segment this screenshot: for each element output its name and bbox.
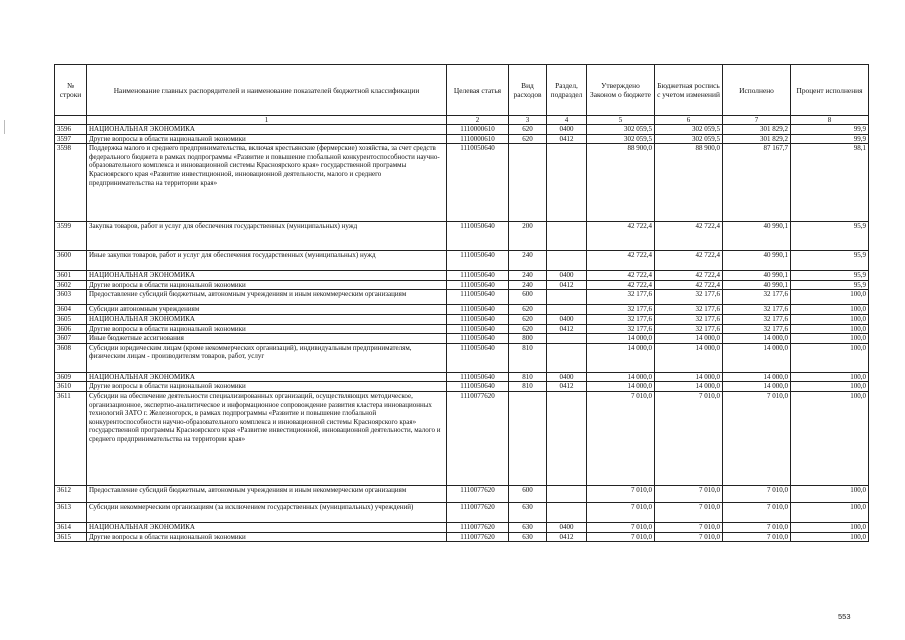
percent-cell: 100,0 xyxy=(791,502,869,522)
percent-cell: 95,9 xyxy=(791,222,869,251)
table-row xyxy=(55,305,869,315)
executed-amount-cell: 14 000,0 xyxy=(723,334,791,344)
row-number-cell: 3614 xyxy=(55,522,87,532)
name-cell: Другие вопросы в области национальной экономики xyxy=(87,532,447,542)
target-article-cell: 1110050640 xyxy=(447,334,509,344)
target-article-cell: 1110077620 xyxy=(447,391,509,485)
executed-amount-cell: 32 177,6 xyxy=(723,290,791,305)
approved-amount-cell: 32 177,6 xyxy=(587,324,655,334)
column-numbers-row xyxy=(55,116,869,125)
target-article-cell: 1110077620 xyxy=(447,522,509,532)
name-cell: Субсидии юридическим лицам (кроме некоммерческих организаций), индивидуальным предпринимателям, физическим лицам - производителям товаров, работ, услуг xyxy=(87,343,447,372)
executed-amount-cell: 87 167,7 xyxy=(723,144,791,222)
name-cell: НАЦИОНАЛЬНАЯ ЭКОНОМИКА xyxy=(87,125,447,135)
percent-cell: 100,0 xyxy=(791,382,869,392)
table-row xyxy=(55,372,869,382)
section-cell: 0400 xyxy=(547,125,587,135)
column-number: 5 xyxy=(587,116,655,125)
table-row xyxy=(55,125,869,135)
percent-cell: 100,0 xyxy=(791,334,869,344)
name-cell: Предоставление субсидий бюджетным, автономным учреждениям и иным некоммерческим организациям xyxy=(87,290,447,305)
expense-type-cell: 620 xyxy=(509,134,547,144)
section-cell: 0400 xyxy=(547,314,587,324)
executed-amount-cell: 32 177,6 xyxy=(723,324,791,334)
section-cell: 0400 xyxy=(547,522,587,532)
section-cell xyxy=(547,334,587,344)
expense-type-cell: 240 xyxy=(509,280,547,290)
approved-amount-cell: 14 000,0 xyxy=(587,372,655,382)
expense-type-cell: 240 xyxy=(509,271,547,281)
expense-type-cell: 630 xyxy=(509,522,547,532)
expense-type-cell xyxy=(509,144,547,222)
expense-type-cell: 810 xyxy=(509,372,547,382)
column-number: 8 xyxy=(791,116,869,125)
budget-list-amount-cell: 14 000,0 xyxy=(655,343,723,372)
target-article-cell: 1110050640 xyxy=(447,144,509,222)
column-number xyxy=(55,116,87,125)
row-number-cell: 3600 xyxy=(55,251,87,271)
approved-amount-cell: 7 010,0 xyxy=(587,391,655,485)
row-number-cell: 3606 xyxy=(55,324,87,334)
budget-list-amount-cell: 42 722,4 xyxy=(655,251,723,271)
row-number-cell: 3602 xyxy=(55,280,87,290)
budget-list-amount-cell: 7 010,0 xyxy=(655,502,723,522)
table-row xyxy=(55,271,869,281)
name-cell: Предоставление субсидий бюджетным, автономным учреждениям и иным некоммерческим организациям xyxy=(87,485,447,502)
percent-cell: 100,0 xyxy=(791,290,869,305)
row-number-cell: 3609 xyxy=(55,372,87,382)
name-cell: Субсидии на обеспечение деятельности специализированных организаций, осуществляющих методическое, организационное, экспертно-аналитическое и информационное сопровождение развития кластера инновационных технологий ЗАТО г. Железногорск, в рамках подпрограммы «Развитие и повышение глобальной конкурентоспособности научно-образовательного комплекса и инновационной системы Красноярского края» государственной программы Красноярского края «Развитие инвестиционной, инновационной деятельности, малого и среднего предпринимательства на территории края» xyxy=(87,391,447,485)
budget-list-amount-cell: 7 010,0 xyxy=(655,391,723,485)
name-cell: Поддержка малого и среднего предпринимательства, включая крестьянские (фермерские) хозяйства, за счет средств федерального бюджета в рамках подпрограммы «Развитие и повышение глобальной конкурентоспособности научно-образовательного комплекса и инновационной системы Красноярского края» государственной программы Красноярского края «Развитие инвестиционной, инновационной деятельности, малого и среднего предпринимательства на территории края» xyxy=(87,144,447,222)
section-cell xyxy=(547,251,587,271)
name-cell: Другие вопросы в области национальной экономики xyxy=(87,134,447,144)
column-number: 2 xyxy=(447,116,509,125)
table-row xyxy=(55,334,869,344)
table-row xyxy=(55,290,869,305)
target-article-cell: 1110050640 xyxy=(447,280,509,290)
section-cell: 0412 xyxy=(547,280,587,290)
approved-amount-cell: 7 010,0 xyxy=(587,502,655,522)
header-approved: Утверждено Законом о бюджете xyxy=(587,65,655,116)
executed-amount-cell: 40 990,1 xyxy=(723,280,791,290)
target-article-cell: 1110050640 xyxy=(447,343,509,372)
column-number: 4 xyxy=(547,116,587,125)
column-number: 7 xyxy=(723,116,791,125)
percent-cell: 100,0 xyxy=(791,305,869,315)
percent-cell: 100,0 xyxy=(791,324,869,334)
executed-amount-cell: 14 000,0 xyxy=(723,343,791,372)
row-number-cell: 3604 xyxy=(55,305,87,315)
approved-amount-cell: 302 059,5 xyxy=(587,134,655,144)
table-row xyxy=(55,280,869,290)
expense-type-cell: 630 xyxy=(509,502,547,522)
expense-type-cell: 630 xyxy=(509,532,547,542)
target-article-cell: 1110050640 xyxy=(447,290,509,305)
row-number-cell: 3608 xyxy=(55,343,87,372)
expense-type-cell: 620 xyxy=(509,305,547,315)
table-row xyxy=(55,343,869,372)
approved-amount-cell: 42 722,4 xyxy=(587,271,655,281)
executed-amount-cell: 40 990,1 xyxy=(723,271,791,281)
target-article-cell: 1110050640 xyxy=(447,324,509,334)
approved-amount-cell: 14 000,0 xyxy=(587,343,655,372)
approved-amount-cell: 7 010,0 xyxy=(587,532,655,542)
name-cell: Закупка товаров, работ и услуг для обеспечения государственных (муниципальных) нужд xyxy=(87,222,447,251)
name-cell: Субсидии некоммерческим организациям (за исключением государственных (муниципальных) учреждений) xyxy=(87,502,447,522)
name-cell: НАЦИОНАЛЬНАЯ ЭКОНОМИКА xyxy=(87,372,447,382)
name-cell: Субсидии автономным учреждениям xyxy=(87,305,447,315)
budget-report-page xyxy=(54,64,868,542)
budget-list-amount-cell: 7 010,0 xyxy=(655,485,723,502)
section-cell xyxy=(547,343,587,372)
percent-cell: 100,0 xyxy=(791,532,869,542)
target-article-cell: 1110050640 xyxy=(447,314,509,324)
target-article-cell: 1110050640 xyxy=(447,222,509,251)
section-cell: 0412 xyxy=(547,324,587,334)
header-section: Раздел, подраздел xyxy=(547,65,587,116)
budget-list-amount-cell: 32 177,6 xyxy=(655,324,723,334)
table-row xyxy=(55,314,869,324)
approved-amount-cell: 42 722,4 xyxy=(587,251,655,271)
approved-amount-cell: 32 177,6 xyxy=(587,290,655,305)
page-number: 553 xyxy=(838,612,851,621)
header-row-number: № строки xyxy=(55,65,87,116)
percent-cell: 100,0 xyxy=(791,372,869,382)
executed-amount-cell: 7 010,0 xyxy=(723,485,791,502)
header-target-article: Целевая статья xyxy=(447,65,509,116)
percent-cell: 99,9 xyxy=(791,134,869,144)
executed-amount-cell: 32 177,6 xyxy=(723,305,791,315)
row-number-cell: 3615 xyxy=(55,532,87,542)
executed-amount-cell: 40 990,1 xyxy=(723,222,791,251)
row-number-cell: 3613 xyxy=(55,502,87,522)
target-article-cell: 1110050640 xyxy=(447,382,509,392)
expense-type-cell: 620 xyxy=(509,314,547,324)
percent-cell: 95,9 xyxy=(791,271,869,281)
row-number-cell: 3607 xyxy=(55,334,87,344)
expense-type-cell: 600 xyxy=(509,485,547,502)
approved-amount-cell: 32 177,6 xyxy=(587,314,655,324)
header-budget-list: Бюджетная роспись с учетом изменений xyxy=(655,65,723,116)
executed-amount-cell: 14 000,0 xyxy=(723,382,791,392)
budget-list-amount-cell: 32 177,6 xyxy=(655,314,723,324)
target-article-cell: 1110050640 xyxy=(447,305,509,315)
percent-cell: 100,0 xyxy=(791,485,869,502)
section-cell xyxy=(547,502,587,522)
name-cell: Иные бюджетные ассигнования xyxy=(87,334,447,344)
expense-type-cell xyxy=(509,391,547,485)
section-cell xyxy=(547,485,587,502)
table-header-row xyxy=(55,65,869,116)
column-number: 3 xyxy=(509,116,547,125)
table-row xyxy=(55,251,869,271)
section-cell xyxy=(547,144,587,222)
executed-amount-cell: 7 010,0 xyxy=(723,532,791,542)
approved-amount-cell: 302 059,5 xyxy=(587,125,655,135)
executed-amount-cell: 14 000,0 xyxy=(723,372,791,382)
row-number-cell: 3605 xyxy=(55,314,87,324)
section-cell xyxy=(547,305,587,315)
name-cell: НАЦИОНАЛЬНАЯ ЭКОНОМИКА xyxy=(87,271,447,281)
expense-type-cell: 200 xyxy=(509,222,547,251)
target-article-cell: 1110000610 xyxy=(447,125,509,135)
row-number-cell: 3611 xyxy=(55,391,87,485)
approved-amount-cell: 42 722,4 xyxy=(587,222,655,251)
percent-cell: 98,1 xyxy=(791,144,869,222)
percent-cell: 100,0 xyxy=(791,391,869,485)
section-cell: 0412 xyxy=(547,382,587,392)
table-row xyxy=(55,222,869,251)
header-executed: Исполнено xyxy=(723,65,791,116)
name-cell: Иные закупки товаров, работ и услуг для обеспечения государственных (муниципальных) нужд xyxy=(87,251,447,271)
row-number-cell: 3597 xyxy=(55,134,87,144)
row-number-cell: 3612 xyxy=(55,485,87,502)
row-number-cell: 3601 xyxy=(55,271,87,281)
row-number-cell: 3603 xyxy=(55,290,87,305)
percent-cell: 100,0 xyxy=(791,314,869,324)
budget-list-amount-cell: 42 722,4 xyxy=(655,222,723,251)
target-article-cell: 1110050640 xyxy=(447,251,509,271)
expense-type-cell: 620 xyxy=(509,324,547,334)
section-cell xyxy=(547,391,587,485)
budget-list-amount-cell: 14 000,0 xyxy=(655,334,723,344)
expense-type-cell: 810 xyxy=(509,382,547,392)
column-number: 1 xyxy=(87,116,447,125)
section-cell: 0412 xyxy=(547,532,587,542)
row-number-cell: 3598 xyxy=(55,144,87,222)
section-cell: 0400 xyxy=(547,271,587,281)
budget-list-amount-cell: 302 059,5 xyxy=(655,125,723,135)
budget-list-amount-cell: 14 000,0 xyxy=(655,382,723,392)
row-number-cell: 3610 xyxy=(55,382,87,392)
budget-list-amount-cell: 14 000,0 xyxy=(655,372,723,382)
expense-type-cell: 810 xyxy=(509,343,547,372)
executed-amount-cell: 301 829,2 xyxy=(723,134,791,144)
executed-amount-cell: 40 990,1 xyxy=(723,251,791,271)
expense-type-cell: 600 xyxy=(509,290,547,305)
section-cell xyxy=(547,222,587,251)
approved-amount-cell: 14 000,0 xyxy=(587,334,655,344)
executed-amount-cell: 32 177,6 xyxy=(723,314,791,324)
section-cell: 0400 xyxy=(547,372,587,382)
executed-amount-cell: 301 829,2 xyxy=(723,125,791,135)
section-cell xyxy=(547,290,587,305)
table-row xyxy=(55,522,869,532)
percent-cell: 100,0 xyxy=(791,522,869,532)
name-cell: Другие вопросы в области национальной экономики xyxy=(87,324,447,334)
target-article-cell: 1110077620 xyxy=(447,485,509,502)
target-article-cell: 1110050640 xyxy=(447,372,509,382)
table-row xyxy=(55,144,869,222)
target-article-cell: 1110000610 xyxy=(447,134,509,144)
table-row xyxy=(55,532,869,542)
budget-list-amount-cell: 7 010,0 xyxy=(655,532,723,542)
executed-amount-cell: 7 010,0 xyxy=(723,391,791,485)
budget-execution-table xyxy=(54,64,869,542)
header-expense-type: Вид расходов xyxy=(509,65,547,116)
header-percent: Процент исполнения xyxy=(791,65,869,116)
budget-list-amount-cell: 42 722,4 xyxy=(655,271,723,281)
expense-type-cell: 800 xyxy=(509,334,547,344)
target-article-cell: 1110077620 xyxy=(447,502,509,522)
budget-list-amount-cell: 302 059,5 xyxy=(655,134,723,144)
target-article-cell: 1110050640 xyxy=(447,271,509,281)
expense-type-cell: 620 xyxy=(509,125,547,135)
expense-type-cell: 240 xyxy=(509,251,547,271)
approved-amount-cell: 32 177,6 xyxy=(587,305,655,315)
percent-cell: 99,9 xyxy=(791,125,869,135)
approved-amount-cell: 42 722,4 xyxy=(587,280,655,290)
approved-amount-cell: 14 000,0 xyxy=(587,382,655,392)
executed-amount-cell: 7 010,0 xyxy=(723,522,791,532)
table-row xyxy=(55,502,869,522)
approved-amount-cell: 7 010,0 xyxy=(587,522,655,532)
name-cell: Другие вопросы в области национальной экономики xyxy=(87,382,447,392)
table-row xyxy=(55,324,869,334)
name-cell: НАЦИОНАЛЬНАЯ ЭКОНОМИКА xyxy=(87,314,447,324)
approved-amount-cell: 7 010,0 xyxy=(587,485,655,502)
name-cell: НАЦИОНАЛЬНАЯ ЭКОНОМИКА xyxy=(87,522,447,532)
budget-list-amount-cell: 7 010,0 xyxy=(655,522,723,532)
percent-cell: 95,9 xyxy=(791,251,869,271)
approved-amount-cell: 88 900,0 xyxy=(587,144,655,222)
percent-cell: 95,9 xyxy=(791,280,869,290)
table-row xyxy=(55,391,869,485)
budget-list-amount-cell: 32 177,6 xyxy=(655,305,723,315)
table-row xyxy=(55,382,869,392)
budget-list-amount-cell: 32 177,6 xyxy=(655,290,723,305)
budget-list-amount-cell: 88 900,0 xyxy=(655,144,723,222)
table-row xyxy=(55,134,869,144)
column-number: 6 xyxy=(655,116,723,125)
table-row xyxy=(55,485,869,502)
executed-amount-cell: 7 010,0 xyxy=(723,502,791,522)
header-name: Наименование главных распорядителей и наименование показателей бюджетной классификации xyxy=(87,65,447,116)
row-number-cell: 3599 xyxy=(55,222,87,251)
section-cell: 0412 xyxy=(547,134,587,144)
name-cell: Другие вопросы в области национальной экономики xyxy=(87,280,447,290)
row-number-cell: 3596 xyxy=(55,125,87,135)
budget-list-amount-cell: 42 722,4 xyxy=(655,280,723,290)
percent-cell: 100,0 xyxy=(791,343,869,372)
scan-margin-mark xyxy=(4,120,5,134)
target-article-cell: 1110077620 xyxy=(447,532,509,542)
